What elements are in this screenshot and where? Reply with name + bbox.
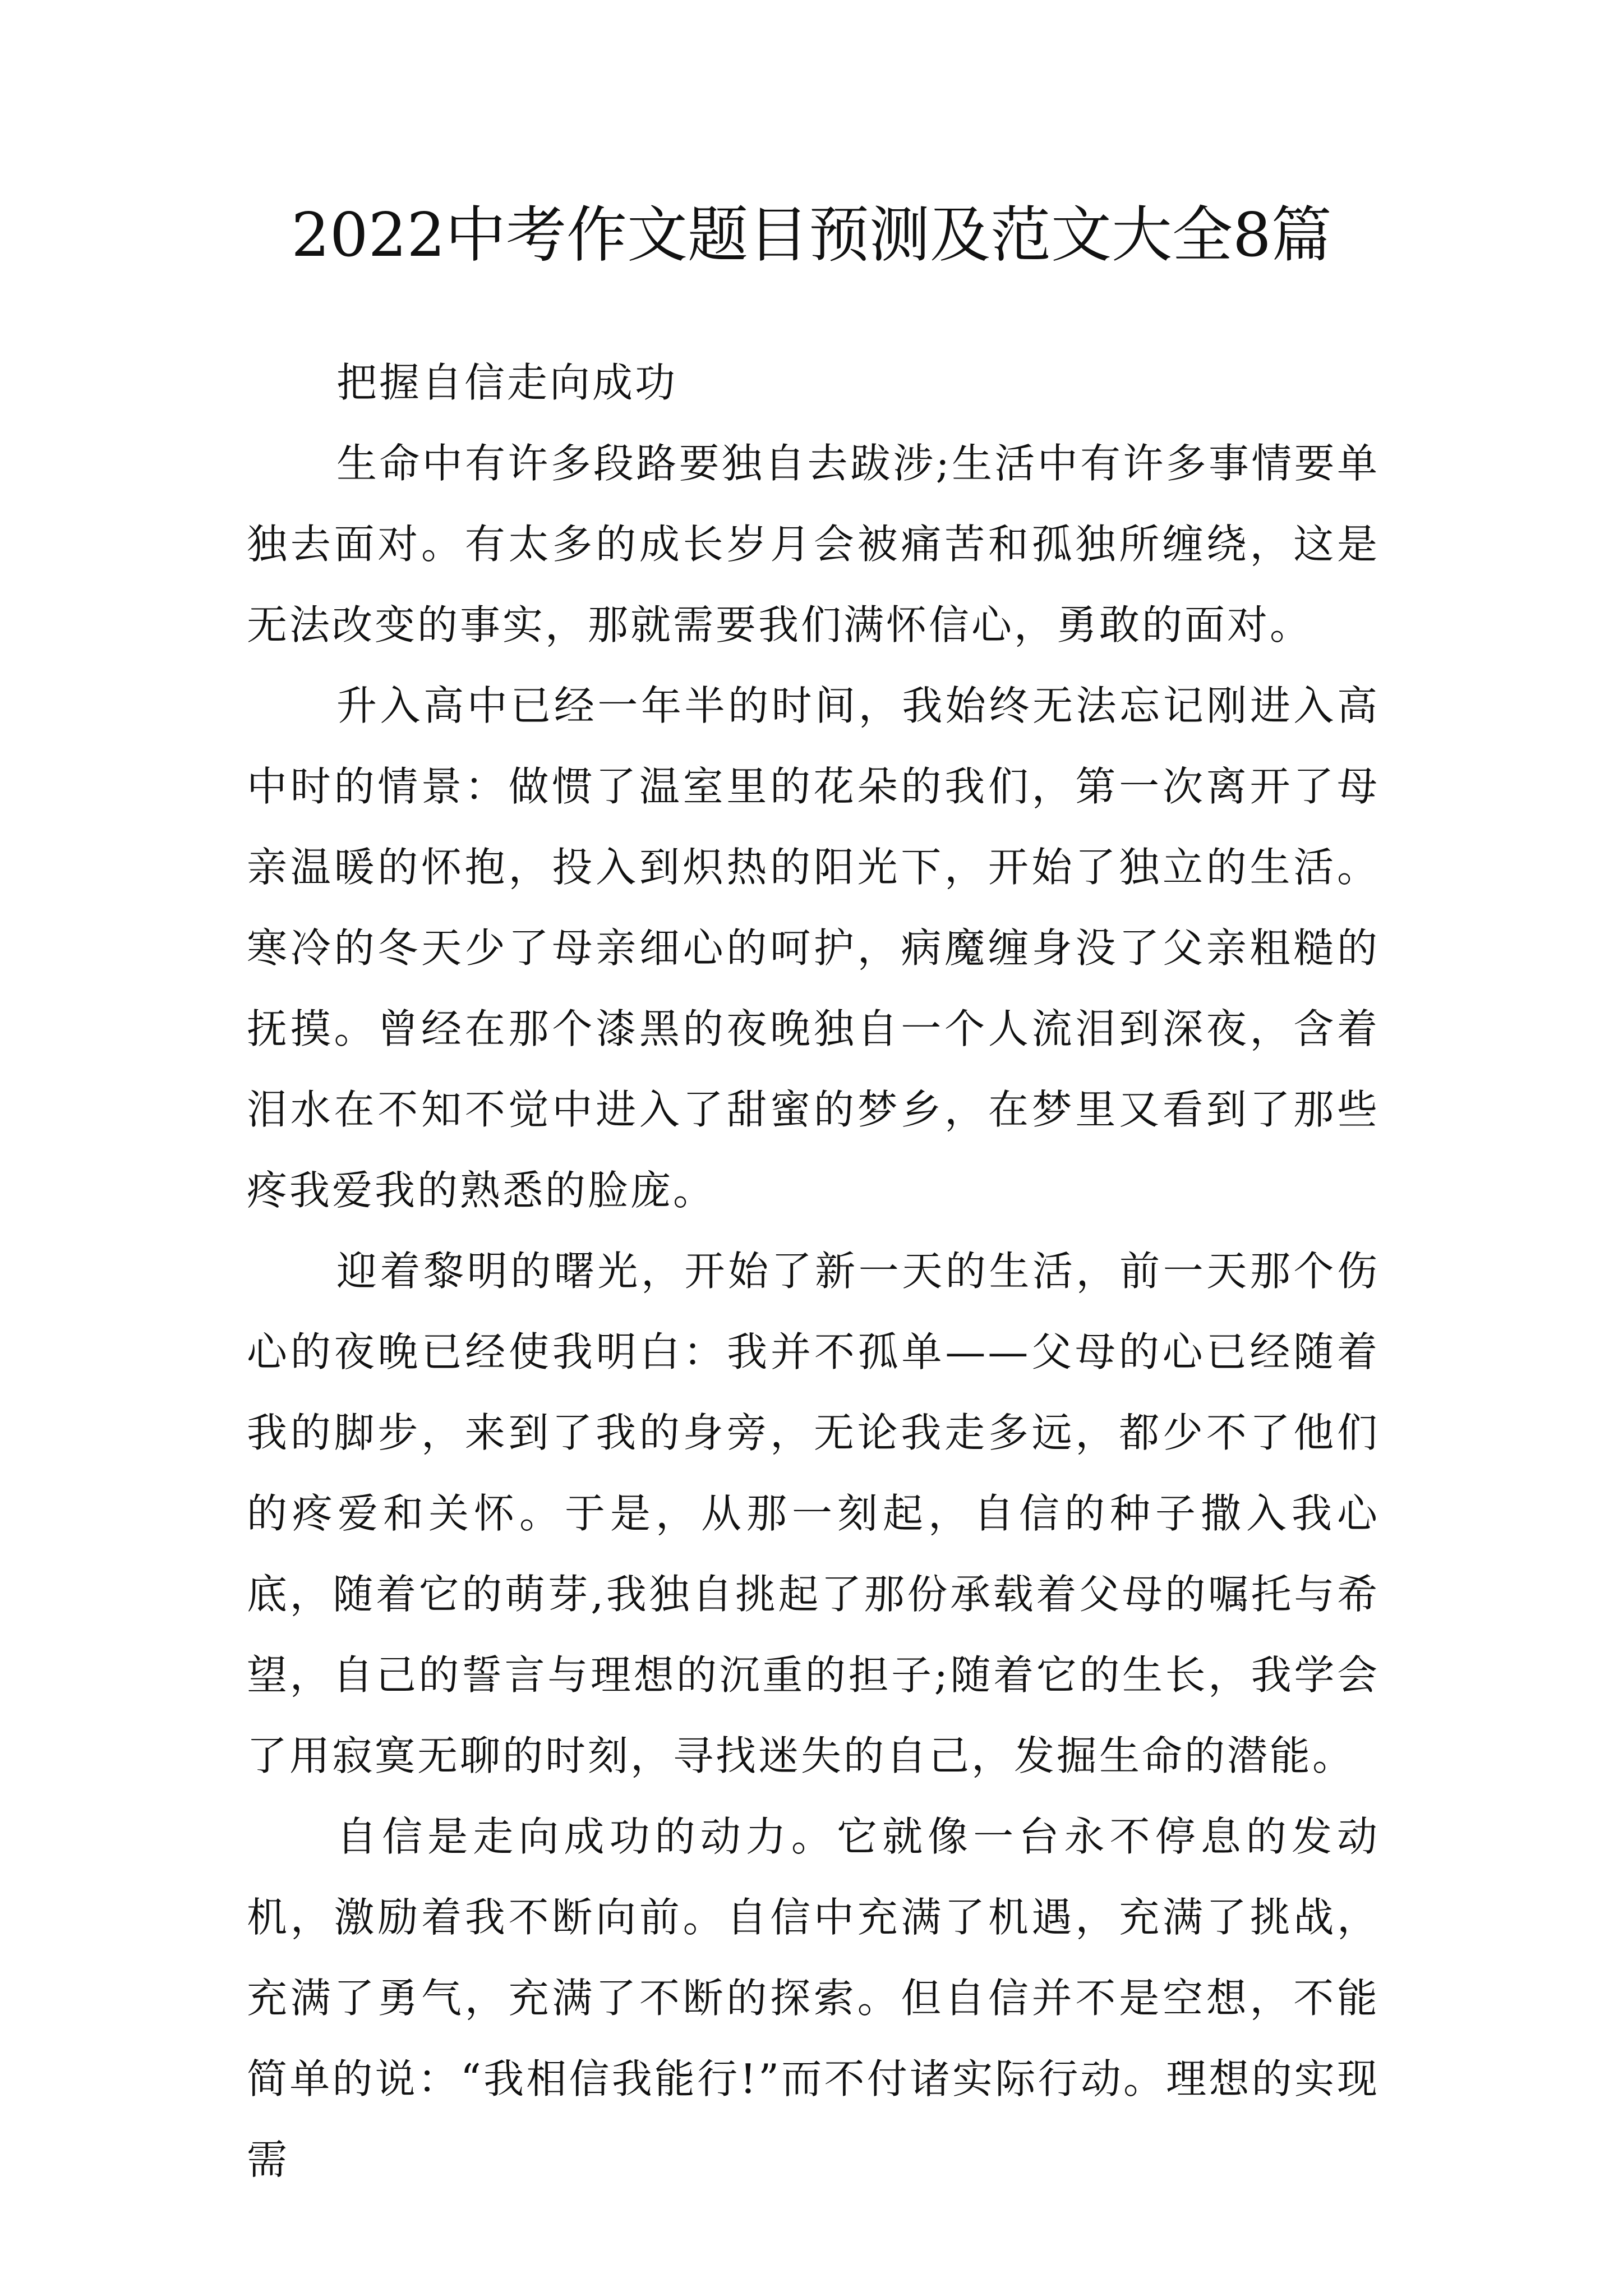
essay-title: 把握自信走向成功 (336, 359, 678, 406)
essay-body (247, 342, 1380, 2200)
document-title: 2022中考作文题目预测及范文大全8篇 (291, 200, 1332, 270)
paragraph-3: 迎着黎明的曙光，开始了新一天的生活，前一天那个伤心的夜晚已经使我明白：我并不孤单——父母的心已经随着我的脚步，来到了我的身旁，无论我走多远，都少不了他们的疼爱和关怀。于是，从那一刻起，自信的种子撒入我心底，随着它的萌芽,我独自挑起了那份承载着父母的嘱托与希望，自己的誓言与理想的沉重的担子;随着它的生长，我学会了用寂寞无聊的时刻，寻找迷失的自己，发掘生命的潜能。 (247, 1248, 1380, 1779)
paragraph-2: 升入高中已经一年半的时间，我始终无法忘记刚进入高中时的情景：做惯了温室里的花朵的我们，第一次离开了母亲温暖的怀抱，投入到炽热的阳光下，开始了独立的生活。寒冷的冬天少了母亲细心的呵护，病魔缠身没了父亲粗糙的抚摸。曾经在那个漆黑的夜晚独自一个人流泪到深夜，含着泪水在不知不觉中进入了甜蜜的梦乡，在梦里又看到了那些疼我爱我的熟悉的脸庞。 (247, 682, 1380, 1214)
paragraph-4: 自信是走向成功的动力。它就像一台永不停息的发动机，激励着我不断向前。自信中充满了机遇，充满了挑战，充满了勇气，充满了不断的探索。但自信并不是空想，不能简单的说：“我相信我能行!”而不付诸实际行动。理想的实现需 (247, 1813, 1380, 2183)
paragraph-1: 生命中有许多段路要独自去跋涉;生活中有许多事情要单独去面对。有太多的成长岁月会被痛苦和孤独所缠绕，这是无法改变的事实，那就需要我们满怀信心，勇敢的面对。 (247, 440, 1380, 648)
